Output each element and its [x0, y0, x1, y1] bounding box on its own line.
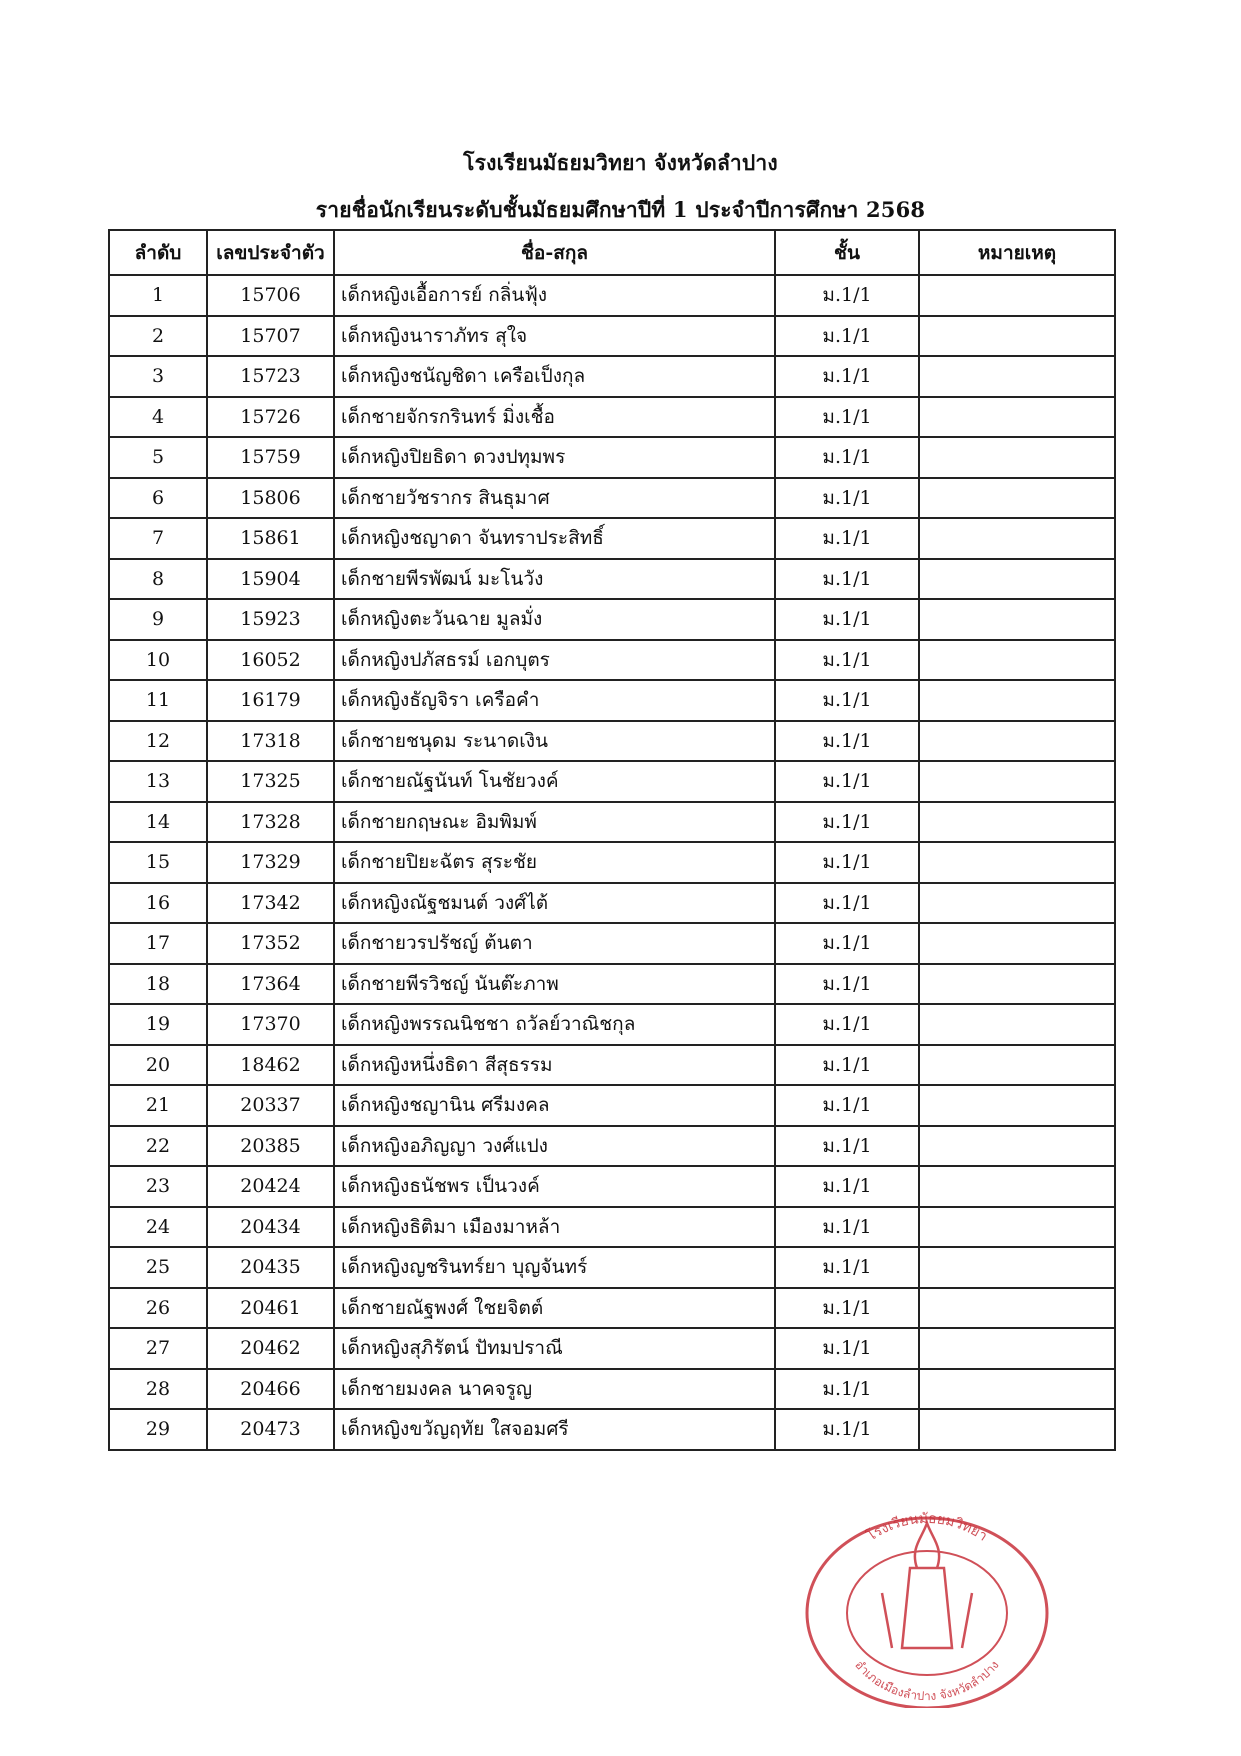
- table-row: [109, 1126, 1115, 1167]
- cell-name: เด็กชายณัฐนันท์ โนชัยวงค์: [334, 761, 775, 802]
- cell-no: 16: [109, 883, 207, 924]
- cell-no: 28: [109, 1369, 207, 1410]
- cell-remark: [919, 640, 1115, 681]
- cell-student-id: 20466: [207, 1369, 334, 1410]
- cell-no: 27: [109, 1328, 207, 1369]
- cell-remark: [919, 1166, 1115, 1207]
- cell-remark: [919, 721, 1115, 762]
- cell-student-id: 18462: [207, 1045, 334, 1086]
- student-roster-table: [108, 229, 1116, 1451]
- header-no: ลำดับ: [109, 230, 207, 275]
- cell-no: 6: [109, 478, 207, 519]
- table-row: [109, 1207, 1115, 1248]
- cell-student-id: 17328: [207, 802, 334, 843]
- cell-class: ม.1/1: [775, 842, 919, 883]
- table-row: [109, 1409, 1115, 1450]
- table-row: [109, 640, 1115, 681]
- cell-class: ม.1/1: [775, 1045, 919, 1086]
- cell-name: เด็กชายวรปรัชญ์ ต้นตา: [334, 923, 775, 964]
- table-row: [109, 478, 1115, 519]
- table-row: [109, 397, 1115, 438]
- cell-remark: [919, 437, 1115, 478]
- cell-no: 3: [109, 356, 207, 397]
- cell-student-id: 16052: [207, 640, 334, 681]
- cell-student-id: 20424: [207, 1166, 334, 1207]
- cell-student-id: 17364: [207, 964, 334, 1005]
- cell-no: 19: [109, 1004, 207, 1045]
- cell-class: ม.1/1: [775, 316, 919, 357]
- cell-student-id: 20473: [207, 1409, 334, 1450]
- cell-class: ม.1/1: [775, 1288, 919, 1329]
- table-row: [109, 1085, 1115, 1126]
- header-student-id: เลขประจำตัว: [207, 230, 334, 275]
- cell-name: เด็กหญิงญชรินทร์ยา บุญจันทร์: [334, 1247, 775, 1288]
- cell-remark: [919, 761, 1115, 802]
- cell-class: ม.1/1: [775, 721, 919, 762]
- cell-name: เด็กชายกฤษณะ อิมพิมพ์: [334, 802, 775, 843]
- cell-student-id: 17342: [207, 883, 334, 924]
- header-class: ชั้น: [775, 230, 919, 275]
- cell-no: 12: [109, 721, 207, 762]
- cell-name: เด็กหญิงชญาดา จันทราประสิทธิ์: [334, 518, 775, 559]
- cell-name: เด็กชายปิยะฉัตร สุระชัย: [334, 842, 775, 883]
- cell-remark: [919, 1126, 1115, 1167]
- cell-student-id: 17370: [207, 1004, 334, 1045]
- cell-student-id: 15806: [207, 478, 334, 519]
- cell-name: เด็กหญิงสุภิรัตน์ ปัทมปราณี: [334, 1328, 775, 1369]
- cell-class: ม.1/1: [775, 518, 919, 559]
- cell-remark: [919, 397, 1115, 438]
- cell-student-id: 17318: [207, 721, 334, 762]
- cell-name: เด็กหญิงเอื้อการย์ กลิ่นฟุ้ง: [334, 275, 775, 316]
- cell-no: 1: [109, 275, 207, 316]
- cell-remark: [919, 1045, 1115, 1086]
- cell-remark: [919, 1288, 1115, 1329]
- svg-text:อำเภอเมืองลำปาง จังหวัดลำปาง: อำเภอเมืองลำปาง จังหวัดลำปาง: [852, 1657, 1002, 1704]
- cell-class: ม.1/1: [775, 559, 919, 600]
- cell-name: เด็กหญิงพรรณนิชชา ถวัลย์วาณิชกุล: [334, 1004, 775, 1045]
- table-row: [109, 356, 1115, 397]
- cell-name: เด็กหญิงธนัชพร เป็นวงค์: [334, 1166, 775, 1207]
- cell-remark: [919, 599, 1115, 640]
- table-row: [109, 1288, 1115, 1329]
- cell-class: ม.1/1: [775, 1369, 919, 1410]
- cell-no: 25: [109, 1247, 207, 1288]
- cell-class: ม.1/1: [775, 1409, 919, 1450]
- cell-remark: [919, 1409, 1115, 1450]
- table-row: [109, 923, 1115, 964]
- cell-remark: [919, 1207, 1115, 1248]
- cell-class: ม.1/1: [775, 1247, 919, 1288]
- cell-no: 11: [109, 680, 207, 721]
- table-row: [109, 559, 1115, 600]
- cell-name: เด็กชายจักรกรินทร์ มิ่งเชื้อ: [334, 397, 775, 438]
- cell-no: 18: [109, 964, 207, 1005]
- cell-name: เด็กชายมงคล นาคจรูญ: [334, 1369, 775, 1410]
- cell-class: ม.1/1: [775, 275, 919, 316]
- cell-class: ม.1/1: [775, 923, 919, 964]
- cell-student-id: 20435: [207, 1247, 334, 1288]
- cell-student-id: 20337: [207, 1085, 334, 1126]
- cell-class: ม.1/1: [775, 1207, 919, 1248]
- cell-student-id: 20462: [207, 1328, 334, 1369]
- table-row: [109, 437, 1115, 478]
- cell-student-id: 17352: [207, 923, 334, 964]
- cell-no: 15: [109, 842, 207, 883]
- cell-student-id: 15759: [207, 437, 334, 478]
- table-row: [109, 599, 1115, 640]
- cell-remark: [919, 356, 1115, 397]
- cell-remark: [919, 478, 1115, 519]
- table-body: [109, 275, 1115, 1450]
- table-row: [109, 1045, 1115, 1086]
- table-row: [109, 842, 1115, 883]
- cell-name: เด็กชายชนุดม ระนาดเงิน: [334, 721, 775, 762]
- cell-class: ม.1/1: [775, 437, 919, 478]
- cell-student-id: 15923: [207, 599, 334, 640]
- cell-no: 17: [109, 923, 207, 964]
- cell-remark: [919, 316, 1115, 357]
- cell-no: 4: [109, 397, 207, 438]
- header-remark: หมายเหตุ: [919, 230, 1115, 275]
- cell-no: 9: [109, 599, 207, 640]
- cell-student-id: 15706: [207, 275, 334, 316]
- cell-no: 26: [109, 1288, 207, 1329]
- cell-name: เด็กหญิงอภิญญา วงศ์แปง: [334, 1126, 775, 1167]
- cell-remark: [919, 1004, 1115, 1045]
- table-row: [109, 964, 1115, 1005]
- cell-class: ม.1/1: [775, 1328, 919, 1369]
- table-row: [109, 1166, 1115, 1207]
- table-row: [109, 761, 1115, 802]
- cell-remark: [919, 1247, 1115, 1288]
- cell-no: 2: [109, 316, 207, 357]
- cell-remark: [919, 559, 1115, 600]
- cell-name: เด็กหญิงชนัญชิดา เครือเป็งกุล: [334, 356, 775, 397]
- table-row: [109, 1247, 1115, 1288]
- cell-class: ม.1/1: [775, 478, 919, 519]
- cell-name: เด็กหญิงปภัสธรม์ เอกบุตร: [334, 640, 775, 681]
- cell-class: ม.1/1: [775, 1126, 919, 1167]
- table-row: [109, 883, 1115, 924]
- cell-class: ม.1/1: [775, 1004, 919, 1045]
- cell-student-id: 20385: [207, 1126, 334, 1167]
- cell-name: เด็กหญิงธัญจิรา เครือคำ: [334, 680, 775, 721]
- cell-no: 24: [109, 1207, 207, 1248]
- table-row: [109, 275, 1115, 316]
- cell-name: เด็กชายณัฐพงศ์ ใชยจิตต์: [334, 1288, 775, 1329]
- svg-text:โรงเรียนมัธยมวิทยา: โรงเรียนมัธยมวิทยา: [863, 1510, 991, 1545]
- cell-no: 8: [109, 559, 207, 600]
- cell-remark: [919, 883, 1115, 924]
- cell-no: 10: [109, 640, 207, 681]
- cell-no: 23: [109, 1166, 207, 1207]
- cell-remark: [919, 842, 1115, 883]
- table-row: [109, 1004, 1115, 1045]
- cell-no: 22: [109, 1126, 207, 1167]
- cell-class: ม.1/1: [775, 680, 919, 721]
- cell-remark: [919, 518, 1115, 559]
- cell-name: เด็กหญิงปิยธิดา ดวงปทุมพร: [334, 437, 775, 478]
- cell-name: เด็กหญิงชญานิน ศรีมงคล: [334, 1085, 775, 1126]
- cell-name: เด็กหญิงหนึ่งธิดา สีสุธรรม: [334, 1045, 775, 1086]
- cell-no: 20: [109, 1045, 207, 1086]
- cell-name: เด็กชายวัชรากร สินธุมาศ: [334, 478, 775, 519]
- table-row: [109, 1328, 1115, 1369]
- cell-remark: [919, 275, 1115, 316]
- cell-remark: [919, 964, 1115, 1005]
- cell-remark: [919, 1369, 1115, 1410]
- cell-remark: [919, 802, 1115, 843]
- table-row: [109, 802, 1115, 843]
- cell-name: เด็กหญิงตะวันฉาย มูลมั่ง: [334, 599, 775, 640]
- cell-class: ม.1/1: [775, 1085, 919, 1126]
- table-header-row: [109, 230, 1115, 275]
- cell-student-id: 16179: [207, 680, 334, 721]
- table-row: [109, 518, 1115, 559]
- cell-remark: [919, 1085, 1115, 1126]
- cell-class: ม.1/1: [775, 1166, 919, 1207]
- table-row: [109, 680, 1115, 721]
- school-title: โรงเรียนมัธยมวิทยา จังหวัดลำปาง: [463, 150, 778, 175]
- cell-no: 5: [109, 437, 207, 478]
- list-title: รายชื่อนักเรียนระดับชั้นมัธยมศึกษาปีที่ 1 ประจำปีการศึกษา 2568: [315, 197, 926, 222]
- cell-student-id: 15726: [207, 397, 334, 438]
- cell-name: เด็กหญิงนาราภัทร สุใจ: [334, 316, 775, 357]
- table-row: [109, 316, 1115, 357]
- cell-class: ม.1/1: [775, 964, 919, 1005]
- cell-student-id: 20434: [207, 1207, 334, 1248]
- cell-student-id: 15861: [207, 518, 334, 559]
- cell-student-id: 17325: [207, 761, 334, 802]
- cell-class: ม.1/1: [775, 883, 919, 924]
- cell-no: 7: [109, 518, 207, 559]
- table-row: [109, 1369, 1115, 1410]
- cell-student-id: 15904: [207, 559, 334, 600]
- cell-student-id: 15723: [207, 356, 334, 397]
- cell-no: 14: [109, 802, 207, 843]
- cell-class: ม.1/1: [775, 802, 919, 843]
- cell-student-id: 20461: [207, 1288, 334, 1329]
- table-row: [109, 721, 1115, 762]
- cell-remark: [919, 680, 1115, 721]
- school-seal-icon: [792, 1498, 1062, 1708]
- cell-name: เด็กชายพีรวิชญ์ นันต๊ะภาพ: [334, 964, 775, 1005]
- cell-name: เด็กหญิงณัฐชมนต์ วงศ์ไต้: [334, 883, 775, 924]
- cell-name: เด็กชายพีรพัฒน์ มะโนวัง: [334, 559, 775, 600]
- cell-student-id: 15707: [207, 316, 334, 357]
- cell-class: ม.1/1: [775, 397, 919, 438]
- header-name: ชื่อ-สกุล: [334, 230, 775, 275]
- cell-no: 21: [109, 1085, 207, 1126]
- cell-class: ม.1/1: [775, 640, 919, 681]
- cell-student-id: 17329: [207, 842, 334, 883]
- cell-no: 29: [109, 1409, 207, 1450]
- cell-class: ม.1/1: [775, 599, 919, 640]
- cell-class: ม.1/1: [775, 356, 919, 397]
- cell-class: ม.1/1: [775, 761, 919, 802]
- cell-remark: [919, 923, 1115, 964]
- cell-name: เด็กหญิงขวัญฤทัย ใสจอมศรี: [334, 1409, 775, 1450]
- cell-remark: [919, 1328, 1115, 1369]
- cell-no: 13: [109, 761, 207, 802]
- cell-name: เด็กหญิงธิติมา เมืองมาหล้า: [334, 1207, 775, 1248]
